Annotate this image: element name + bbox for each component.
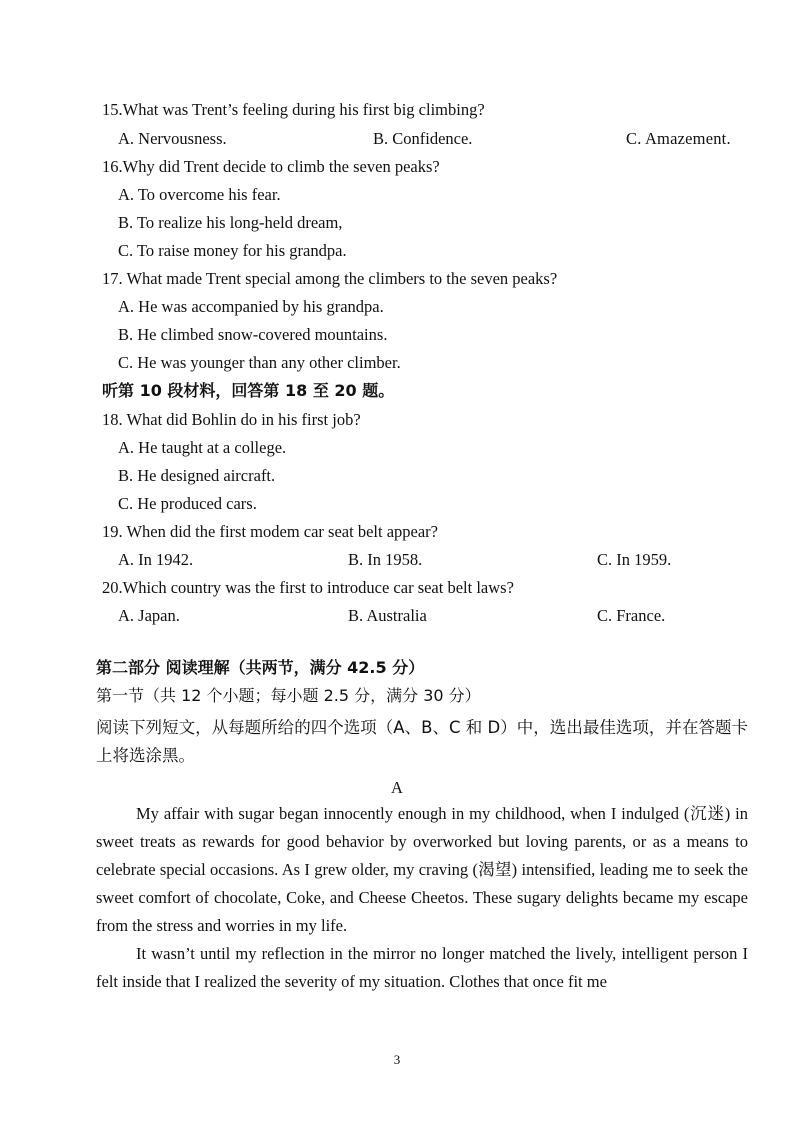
question-15	[0, 98, 794, 122]
option-19-a: A. In 1942.	[118, 550, 194, 569]
option-20-c: C. France.	[597, 606, 666, 625]
option-19-b: B. In 1958.	[348, 550, 423, 569]
option-16-c-line	[0, 239, 794, 263]
option-18-b: B. He designed aircraft.	[118, 466, 276, 485]
option-17-c-line	[0, 351, 794, 375]
question-17-stem: 17. What made Trent special among the climbers to the seven peaks?	[102, 269, 558, 288]
section-1-heading-line	[0, 684, 794, 708]
option-16-c: C. To raise money for his grandpa.	[118, 241, 347, 260]
option-17-b-line	[0, 323, 794, 347]
option-15-c: C. Amazement.	[626, 129, 731, 148]
passage-paragraph-2: It wasn’t until my reflection in the mirror no longer matched the lively, intelligent person I felt inside that I realized the severity of my situation. Clothes that once fit me	[96, 944, 748, 991]
option-18-c: C. He produced cars.	[118, 494, 257, 513]
option-15-a: A. Nervousness.	[118, 129, 227, 148]
option-16-a-line	[0, 183, 794, 207]
question-19-stem: 19. When did the first modem car seat belt appear?	[102, 522, 438, 541]
section-10-heading-line	[0, 379, 794, 403]
question-19	[0, 520, 794, 544]
reading-instruction: 阅读下列短文，从每题所给的四个选项（A、B、C 和 D）中，选出最佳选项，并在答题卡上将选涂黑。	[96, 718, 748, 765]
option-20-b: B. Australia	[348, 606, 427, 625]
section-1-heading: 第一节（共 12 个小题；每小题 2.5 分，满分 30 分）	[96, 686, 481, 705]
option-20-a: A. Japan.	[118, 606, 180, 625]
option-16-a: A. To overcome his fear.	[118, 185, 281, 204]
option-18-c-line	[0, 492, 794, 516]
option-18-a: A. He taught at a college.	[118, 438, 287, 457]
section-10-heading: 听第 10 段材料，回答第 18 至 20 题。	[102, 381, 395, 400]
part-2-heading: 第二部分 阅读理解（共两节，满分 42.5 分）	[96, 658, 425, 677]
question-19-options	[0, 548, 794, 572]
passage-paragraph-1: My affair with sugar began innocently enough in my childhood, when I indulged (沉迷) in sweet treats as rewards for good behavior by overworked but loving parents, or as a means to celebrate special occasions. As I grew older, my craving (渴望) intensified, leading me to seek the sweet comfort of chocolate, Coke, and Cheese Cheetos. These sugary delights became my escape from the stress and worries in my life.	[96, 804, 748, 935]
option-17-a-line	[0, 295, 794, 319]
option-18-b-line	[0, 464, 794, 488]
question-20-stem: 20.Which country was the first to introduce car seat belt laws?	[102, 578, 514, 597]
option-17-c: C. He was younger than any other climber.	[118, 353, 401, 372]
option-17-a: A. He was accompanied by his grandpa.	[118, 297, 384, 316]
option-16-b: B. To realize his long-held dream,	[118, 213, 343, 232]
question-18	[0, 408, 794, 432]
question-17	[0, 267, 794, 291]
question-20	[0, 576, 794, 600]
option-19-c: C. In 1959.	[597, 550, 672, 569]
question-18-stem: 18. What did Bohlin do in his first job?	[102, 410, 361, 429]
question-15-stem: 15.What was Trent’s feeling during his first big climbing?	[102, 100, 485, 119]
question-16	[0, 155, 794, 179]
option-18-a-line	[0, 436, 794, 460]
passage-title: A	[391, 778, 403, 797]
page-number: 3	[393, 1052, 401, 1067]
option-16-b-line	[0, 211, 794, 235]
option-17-b: B. He climbed snow-covered mountains.	[118, 325, 388, 344]
option-15-b: B. Confidence.	[373, 129, 473, 148]
question-20-options	[0, 604, 794, 628]
part-2-heading-line	[0, 656, 794, 680]
question-16-stem: 16.Why did Trent decide to climb the seven peaks?	[102, 157, 440, 176]
question-15-options	[0, 127, 794, 151]
